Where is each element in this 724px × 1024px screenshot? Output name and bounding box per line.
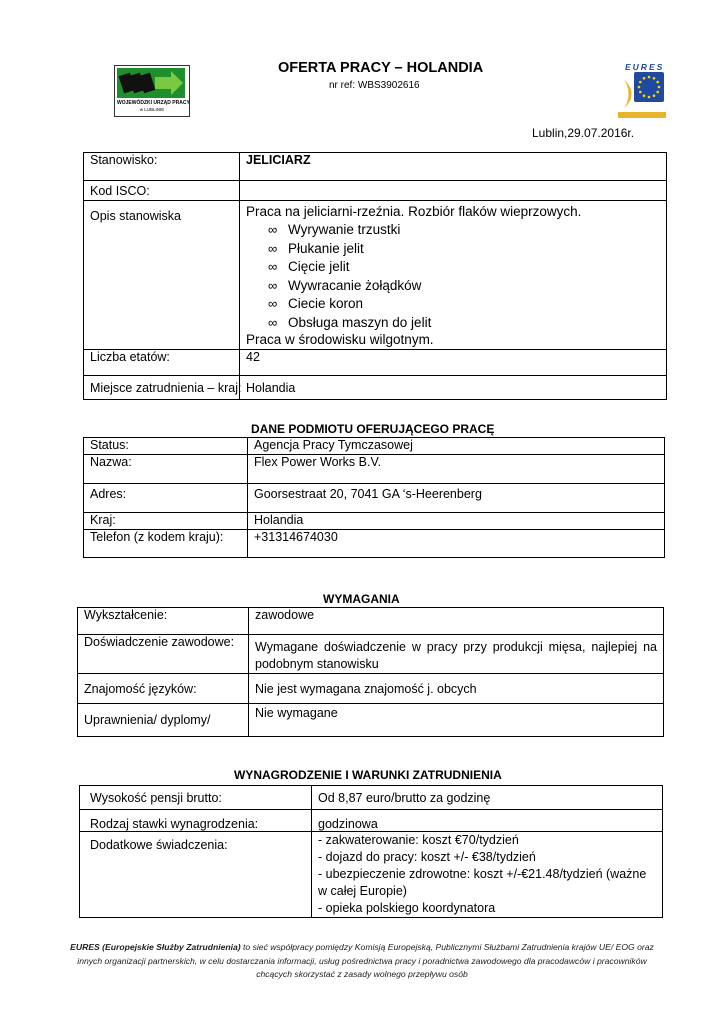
phone-label: Telefon (z kodem kraju): — [84, 530, 248, 558]
duty-item — [268, 221, 660, 240]
row-status — [84, 438, 665, 455]
row-education — [78, 608, 664, 635]
infinity-bullet-icon: ∞ — [268, 277, 278, 293]
row-place — [84, 376, 667, 400]
row-gross — [80, 786, 663, 810]
infinity-bullet-icon: ∞ — [268, 314, 278, 330]
duty-item — [268, 314, 660, 333]
gross-value: Od 8,87 euro/brutto za godzinę — [312, 786, 663, 810]
requirements-heading: WYMAGANIA — [323, 592, 400, 606]
address-label: Adres: — [84, 484, 248, 513]
logo-left-text1: WOJEWÓDZKI URZĄD PRACY — [117, 100, 190, 106]
benefit-item: - zakwaterowanie: koszt €70/tydzień — [318, 833, 519, 847]
row-address — [84, 484, 665, 513]
benefits-label: Dodatkowe świadczenia: — [80, 832, 312, 918]
duty-text: Ciecie koron — [288, 296, 364, 311]
name-label: Nazwa: — [84, 455, 248, 484]
logo-arrow-graphic — [117, 68, 185, 98]
duty-text: Wyrywanie trzustki — [288, 222, 401, 237]
name-value: Flex Power Works B.V. — [248, 455, 665, 484]
isco-value — [240, 181, 667, 201]
salary-table — [79, 785, 663, 918]
licenses-value: Nie wymagane — [249, 704, 664, 737]
position-value: JELICIARZ — [240, 153, 667, 181]
description-value — [240, 201, 667, 350]
employer-table — [83, 437, 665, 558]
row-languages — [78, 674, 664, 704]
footer-note — [60, 941, 664, 982]
eures-sub-bar — [618, 112, 666, 118]
infinity-bullet-icon: ∞ — [268, 259, 278, 274]
isco-label: Kod ISCO: — [84, 181, 240, 201]
wup-lublin-logo — [114, 65, 190, 117]
infinity-bullet-icon: ∞ — [268, 222, 278, 237]
row-phone — [84, 530, 665, 558]
phone-value: +31314674030 — [248, 530, 665, 558]
duty-item — [268, 277, 660, 296]
logo-left-text2: w LUBLINIE — [139, 107, 165, 112]
licenses-label: Uprawnienia/ dyplomy/ — [78, 704, 249, 737]
benefits-list — [312, 832, 663, 918]
duty-item — [268, 240, 660, 259]
education-value: zawodowe — [249, 608, 664, 635]
eures-wordmark: EURES — [625, 62, 665, 72]
status-value: Agencja Pracy Tymczasowej — [248, 438, 665, 455]
duty-text: Wywracanie żołądków — [288, 277, 422, 293]
footer-text: to sieć współpracy pomiędzy Komisją Europejską, Publicznymi Służbami Zatrudnienia krajów UE/ EOG oraz innych organizacji partnerskich, w celu dostarczania informacji, usług pośrednictwa pracy i poradnictwa zawodowego dla pracodawców i pracowników chcących skorzystać z zasady wolnego przepływu osób — [77, 942, 654, 979]
duty-text: Obsługa maszyn do jelit — [288, 314, 432, 330]
reference-number: nr ref: WBS3902616 — [329, 80, 420, 91]
position-label: Stanowisko: — [84, 153, 240, 181]
experience-label: Doświadczenie zawodowe: — [78, 635, 249, 674]
place-value: Holandia — [240, 376, 667, 400]
footer-lead: EURES (Europejskie Służby Zatrudnienia) — [70, 942, 241, 952]
benefit-item: - ubezpieczenie zdrowotne: koszt +/-€21.48/tydzień (ważne w całej Europie) — [318, 867, 647, 898]
description-label: Opis stanowiska — [84, 201, 240, 350]
duty-text: Cięcie jelit — [288, 259, 350, 274]
rate-value: godzinowa — [312, 810, 663, 832]
benefit-item: - opieka polskiego koordynatora — [318, 901, 496, 915]
job-table — [83, 152, 667, 400]
row-description — [84, 201, 667, 350]
employer-heading: DANE PODMIOTU OFERUJĄCEGO PRACĘ — [251, 422, 495, 436]
description-outro: Praca w środowisku wilgotnym. — [246, 332, 434, 347]
duty-item — [268, 295, 660, 314]
experience-value: Wymagane doświadczenie w pracy przy produkcji mięsa, najlepiej na podobnym stanowisku — [249, 635, 664, 674]
row-positions-count — [84, 350, 667, 376]
country-value: Holandia — [248, 513, 665, 530]
row-licenses — [78, 704, 664, 737]
row-position — [84, 153, 667, 181]
row-isco — [84, 181, 667, 201]
row-benefits — [80, 832, 663, 918]
country-label: Kraj: — [84, 513, 248, 530]
description-intro: Praca na jeliciarni-rzeźnia. Rozbiór flaków wieprzowych. — [246, 204, 582, 219]
row-experience — [78, 635, 664, 674]
languages-value: Nie jest wymagana znajomość j. obcych — [249, 674, 664, 704]
infinity-bullet-icon: ∞ — [268, 240, 278, 256]
row-rate — [80, 810, 663, 832]
duty-item — [268, 258, 660, 277]
duties-list — [246, 221, 660, 332]
languages-label: Znajomość języków: — [78, 674, 249, 704]
salary-heading: WYNAGRODZENIE I WARUNKI ZATRUDNIENIA — [234, 768, 502, 782]
benefit-item: - dojazd do pracy: koszt +/- €38/tydzień — [318, 850, 536, 864]
row-name — [84, 455, 665, 484]
gross-label: Wysokość pensji brutto: — [80, 786, 312, 810]
duty-text: Płukanie jelit — [288, 240, 364, 256]
positions-label: Liczba etatów: — [84, 350, 240, 376]
requirements-table — [77, 607, 664, 737]
page-title: OFERTA PRACY – HOLANDIA — [278, 60, 484, 76]
education-label: Wykształcenie: — [78, 608, 249, 635]
rate-label: Rodzaj stawki wynagrodzenia: — [80, 810, 312, 832]
place-label: Miejsce zatrudnienia – kraj: — [84, 376, 240, 400]
eures-logo — [618, 62, 666, 120]
status-label: Status: — [84, 438, 248, 455]
row-country — [84, 513, 665, 530]
address-value: Goorsestraat 20, 7041 GA ‘s-Heerenberg — [248, 484, 665, 513]
infinity-bullet-icon: ∞ — [268, 296, 278, 311]
positions-value: 42 — [240, 350, 667, 376]
document-date: Lublin,29.07.2016r. — [532, 126, 635, 140]
eures-swoosh-icon — [620, 78, 640, 110]
